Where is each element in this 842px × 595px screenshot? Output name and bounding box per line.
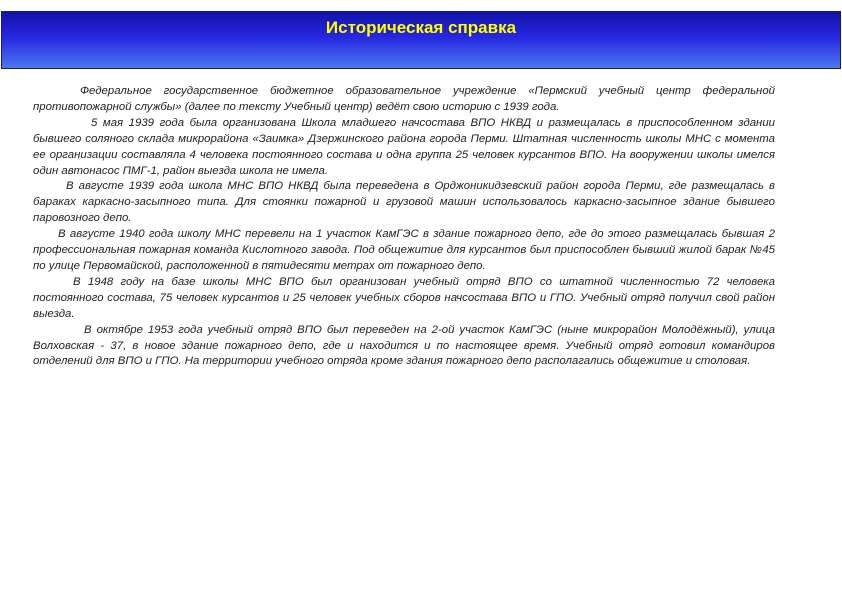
paragraph-august-1939: В августе 1939 года школа МНС ВПО НКВД была переведена в Орджоникидзевский район города Перми, где размещалась в бараках каркасно-засыпного типа. Для стоянки пожарной и грузовой машин использовалось каркасно-засыпное здание бывшего паровозного депо. xyxy=(33,180,775,225)
paragraph-1948: В 1948 году на базе школы МНС ВПО был организован учебный отряд ВПО со штатной численностью 72 человека постоянного состава, 75 человек курсантов и 25 человек учебных сборов начсостава ВПО и ГПО. Учебный отряд получил свой район выезда. xyxy=(33,275,775,320)
page-title: Историческая справка xyxy=(325,18,517,37)
paragraph-august-1940: В августе 1940 года школу МНС перевели на 1 участок КамГЭС в здание пожарного депо, где до этого размещалась бывшая 2 профессиональная пожарная команда Кислотного завода. Под общежитие для курсантов был приспособлен бывший жилой барак №45 по улице Первомайской, расположенной в пятидесяти метрах от пожарного депо. xyxy=(33,228,775,272)
paragraph-october-1953: В октябре 1953 года учебный отряд ВПО был переведен на 2-ой участок КамГЭС (ныне микрорайон Молодёжный), улица Волховская - 37, в новое здание пожарного депо, где и находится и по настоящее время. Учебный отряд готовил командиров отделений для ВПО и ГПО. На территории учебного отряда кроме здания пожарного депо располагались общежитие и столовая. xyxy=(33,323,775,368)
paragraph-founding: Федеральное государственное бюджетное образовательное учреждение «Пермский учебный центр федеральной противопожарной службы» (далее по тексту Учебный центр) ведёт свою историю с 1939 года. xyxy=(33,85,775,113)
title-banner xyxy=(1,11,841,69)
paragraph-may-1939: 5 мая 1939 года была организована Школа младшего начсостава ВПО НКВД и размещалась в приспособленном здании бывшего соляного склада микрорайона «Заимка» Дзержинского района города Перми. Штатная численность школы МНС с момента ее организации составляла 4 человека постоянного состава и одна группа 25 человек курсантов ВПО. На вооружении школы имелся один автонасос ПМГ-1, район выезда школа не имела. xyxy=(33,116,775,177)
history-text xyxy=(33,84,775,370)
